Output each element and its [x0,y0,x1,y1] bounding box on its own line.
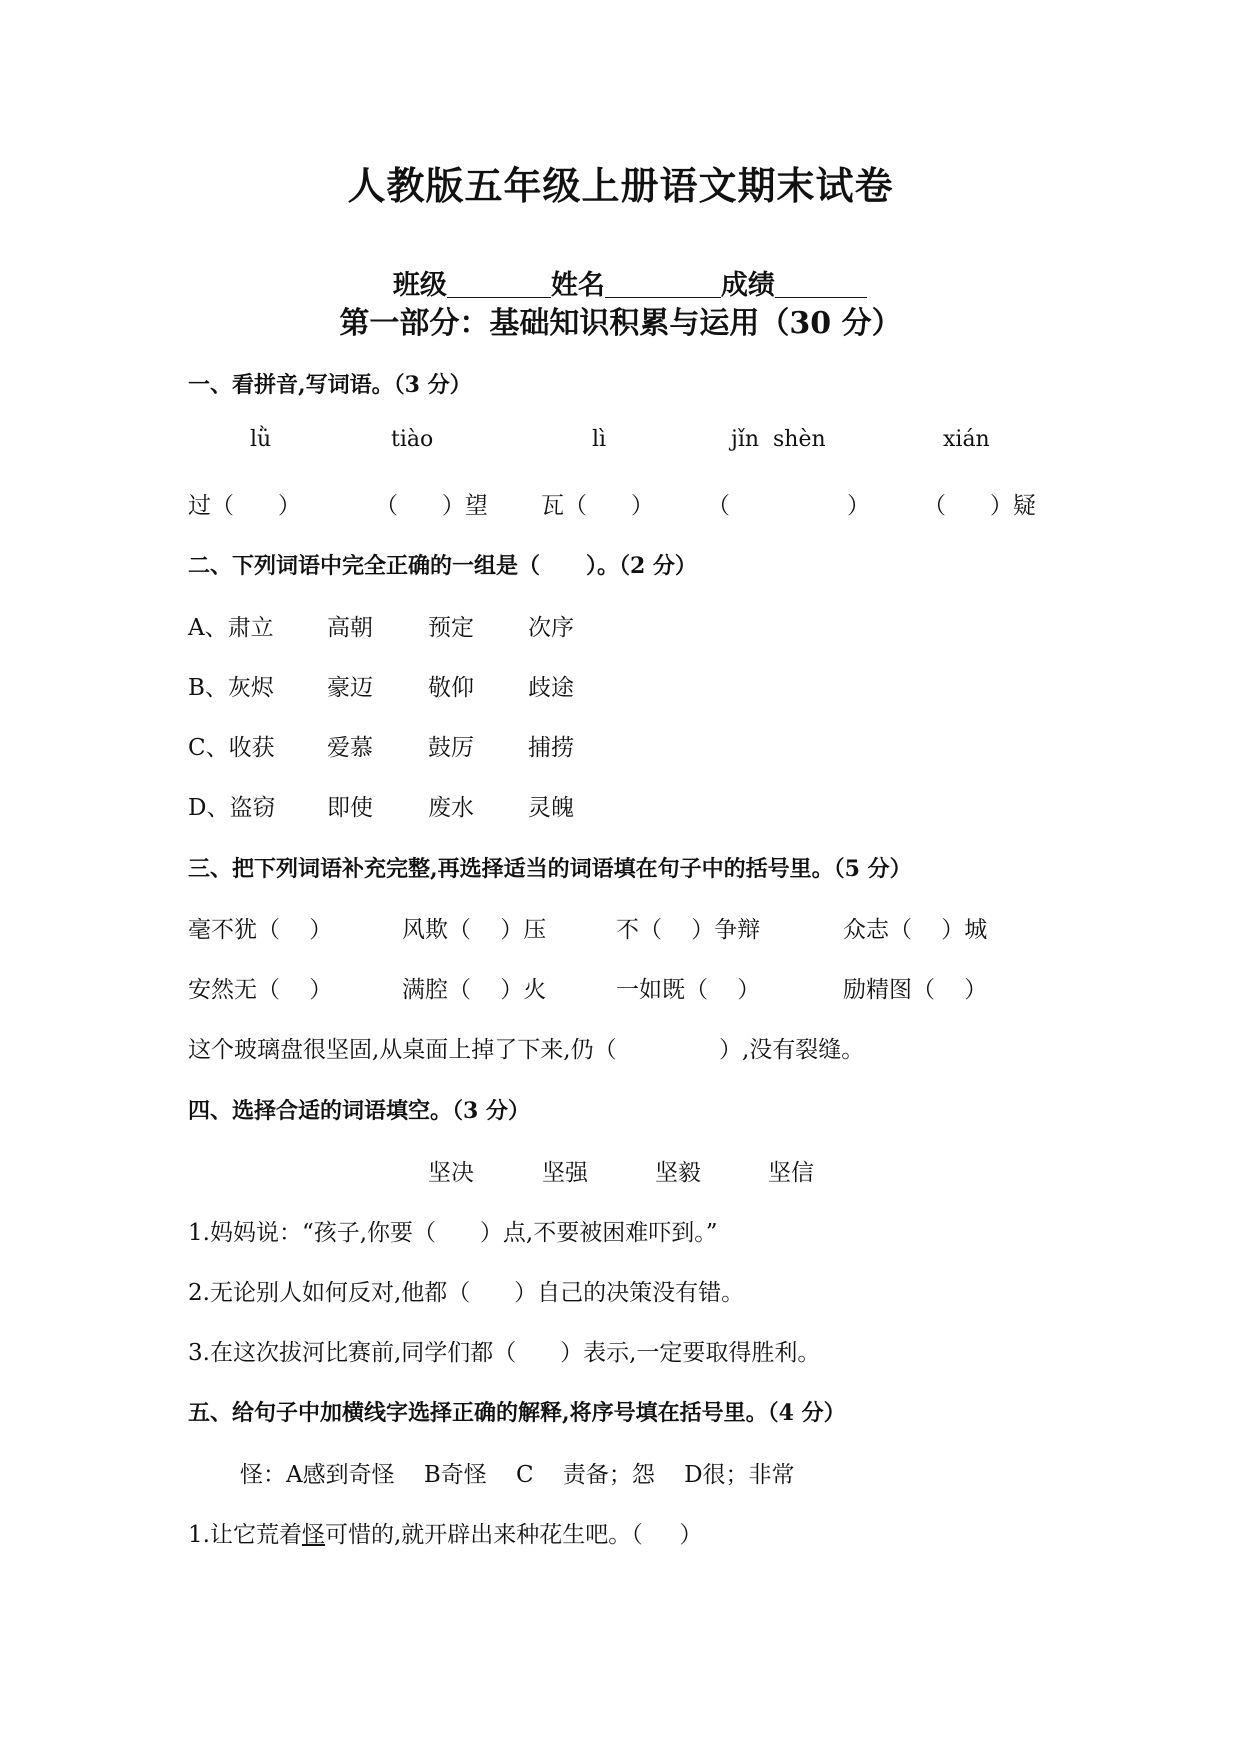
word-choice-2: 坚强 [542,1160,588,1186]
pinyin-4: jǐn shèn [731,427,826,452]
option-c-1: C、收获 [188,735,275,761]
option-b-2: 豪迈 [327,675,373,701]
option-c-3: 鼓厉 [428,735,474,761]
pinyin-1: lǜ [250,427,272,452]
option-a-2: 高朝 [327,615,373,641]
q4-heading: 四、选择合适的词语填空。（3 分） [188,1098,530,1124]
option-b-4: 歧途 [528,675,574,701]
option-b-1: B、灰烬 [188,675,274,701]
word-choice-1: 坚决 [428,1160,474,1186]
word-choice-3: 坚毅 [655,1160,701,1186]
score-blank[interactable] [775,269,867,298]
word-blank-1[interactable]: 过（ ） [188,493,301,519]
name-label: 姓名 [550,270,605,301]
option-a-3: 预定 [428,615,474,641]
word-blank-3[interactable]: 瓦（ ） [541,493,654,519]
name-blank[interactable] [605,269,721,298]
class-blank[interactable] [447,269,551,298]
score-label: 成绩 [720,270,775,301]
q3-heading: 三、把下列词语补充完整,再选择适当的词语填在句子中的括号里。（5 分） [188,856,912,882]
pinyin-2: tiào [391,427,434,452]
option-d-1: D、盗窃 [188,795,276,821]
pinyin-5: xián [943,427,990,452]
q3-sentence[interactable]: 这个玻璃盘很坚固,从桌面上掉了下来,仍（ ）,没有裂缝。 [188,1037,865,1063]
option-a-1: A、肃立 [188,615,274,641]
word-blank-4[interactable]: （ ） [707,493,870,519]
idiom-3[interactable]: 不（ ）争辩 [616,917,761,943]
q5-definitions: 怪：A感到奇怪 B奇怪 C 责备；怨 D很；非常 [240,1462,795,1488]
idiom-2[interactable]: 风欺（ ）压 [402,917,547,943]
idiom-1[interactable]: 毫不犹（ ） [188,917,333,943]
q4-item-3[interactable]: 3.在这次拔河比赛前,同学们都（ ）表示,一定要取得胜利。 [188,1340,821,1366]
option-b-3: 敬仰 [428,675,474,701]
q4-item-1[interactable]: 1.妈妈说：“孩子,你要（ ）点,不要被困难吓到。” [188,1220,718,1246]
word-blank-2[interactable]: （ ）望 [375,493,488,519]
q5-item-1[interactable] [188,1516,702,1549]
option-c-4: 捕捞 [528,735,574,761]
word-choice-4: 坚信 [768,1160,814,1186]
underlined-char: 怪 [301,1522,325,1548]
idiom-4[interactable]: 众志（ ）城 [843,917,988,943]
idiom-8[interactable]: 励精图（ ） [843,977,988,1003]
option-d-4: 灵魄 [528,795,574,821]
word-blank-5[interactable]: （ ）疑 [923,493,1036,519]
student-info-line [0,232,1241,302]
q5-heading: 五、给句子中加横线字选择正确的解释,将序号填在括号里。（4 分） [188,1400,846,1426]
q4-item-2[interactable]: 2.无论别人如何反对,他都（ ）自己的决策没有错。 [188,1280,745,1306]
idiom-6[interactable]: 满腔（ ）火 [402,977,547,1003]
option-c-2: 爱慕 [327,735,373,761]
pinyin-3: lì [592,427,607,452]
q5-item-1-post: 可惜的,就开辟出来种花生吧。（ ） [324,1522,703,1548]
option-a-4: 次序 [528,615,574,641]
q1-heading: 一、看拼音,写词语。（3 分） [188,372,472,398]
q2-heading: 二、下列词语中完全正确的一组是（ ）。（2 分） [188,553,697,579]
option-d-3: 废水 [428,795,474,821]
class-label: 班级 [392,270,447,301]
q5-item-1-pre: 1.让它荒着 [188,1522,302,1548]
idiom-5[interactable]: 安然无（ ） [188,977,333,1003]
idiom-7[interactable]: 一如既（ ） [616,977,761,1003]
page-title: 人教版五年级上册语文期末试卷 [347,163,894,208]
part-one-heading: 第一部分：基础知识积累与运用（30 分） [339,306,902,341]
option-d-2: 即使 [327,795,373,821]
